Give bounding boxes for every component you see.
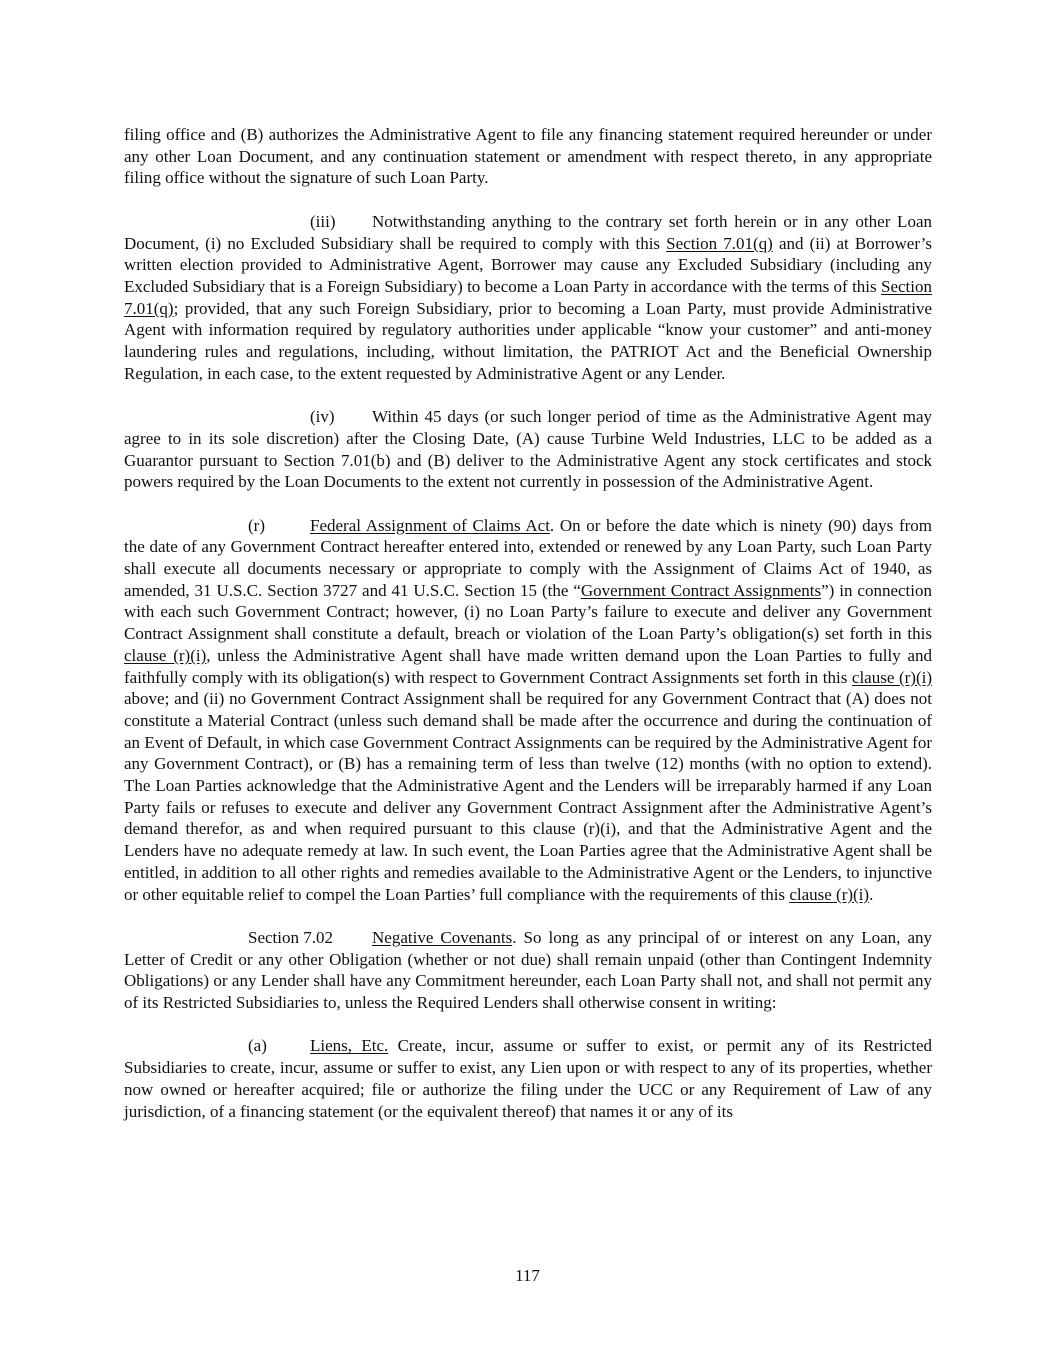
- paragraph-text: . So long as any principal of or interest on any Loan, any Letter of Credit or any other Obligation (whether or not due) shall remain unpaid (other than Contingent Indemnity Obligations) or any Lender shall have any Commitment hereunder, each Loan Party shall not, and shall not permit any of its Restricted Subsidiaries to, unless the Required Lenders shall otherwise consent in writing:: [124, 927, 932, 1013]
- section-heading: Federal Assignment of Claims Act: [310, 515, 550, 535]
- paragraph-section-7-02: [124, 927, 932, 1014]
- paragraph-text: . On or before the date which is ninety (90) days from the date of any Government Contract hereafter entered into, extended or renewed by any Loan Party, such Loan Party shall execute all documents necessary or appropriate to comply with the Assignment of Claims Act of 1940, as amended, 31 U.S.C. Section 3727 and 41 U.S.C. Section 15 (the “: [124, 515, 932, 600]
- paragraph-text: above; and (ii) no Government Contract Assignment shall be required for any Government Contract that (A) does not constitute a Material Contract (unless such demand shall be made after the occurrence and during the continuation of an Event of Default, in which case Government Contract Assignments can be required by the Administrative Agent for any Government Contract), or (B) has a remaining term of less than twelve (12) months (with no option to extend). The Loan Parties acknowledge that the Administrative Agent and the Lenders will be irreparably harmed if any Loan Party fails or refuses to execute and deliver any Government Contract Assignment after the Administrative Agent’s demand therefor, as and when required pursuant to this clause (r)(i), and that the Administrative Agent and the Lenders have no adequate remedy at law. In such event, the Loan Parties agree that the Administrative Agent shall be entitled, in addition to all other rights and remedies available to the Administrative Agent or the Lenders, to injunctive or other equitable relief to compel the Loan Parties’ full compliance with the requirements of this: [124, 689, 932, 904]
- clause-reference: clause (r)(i): [851, 667, 932, 687]
- paragraph-text: Notwithstanding anything to the contrary set forth herein or in any other Loan Document, (i) no Excluded Subsidiary shall be required to comply with this: [124, 211, 932, 253]
- clause-marker-iv: (iv): [310, 407, 335, 427]
- clause-marker-iii: (iii): [310, 211, 336, 231]
- paragraph-iii: [124, 211, 932, 385]
- clause-marker-a: (a): [248, 1036, 267, 1056]
- paragraph-text: , unless the Administrative Agent shall have made written demand upon the Loan Parties to fully and faithfully comply with its obligation(s) with respect to Government Contract Assignments set forth in this: [124, 645, 932, 687]
- section-heading: Liens, Etc.: [310, 1036, 389, 1056]
- section-number: Section 7.02: [248, 927, 333, 947]
- paragraph-text: .: [869, 884, 874, 904]
- paragraph-text: and (ii) at Borrower’s written election provided to Administrative Agent, Borrower may cause any Excluded Subsidiary (including any Excluded Subsidiary that is a Foreign Subsidiary) to become a Loan Party in accordance with the terms of this: [124, 233, 932, 296]
- paragraph-a: [124, 1035, 932, 1122]
- clause-marker-r: (r): [248, 515, 265, 535]
- page-number: 117: [515, 1266, 540, 1285]
- paragraph-text: Create, incur, assume or suffer to exist, or permit any of its Restricted Subsidiaries to create, incur, assume or suffer to exist, any Lien upon or with respect to any of its properties, whether now owned or hereafter acquired; file or authorize the filing under the UCC or any Requirement of Law of any jurisdiction, of a financing statement (or the equivalent thereof) that names it or any of its: [124, 1036, 933, 1121]
- paragraph-text: ”) in connection with each such Government Contract; however, (i) no Loan Party’s failure to execute and deliver any Government Contract Assignment shall constitute a default, breach or violation of the Loan Party’s obligation(s) set forth in this: [124, 580, 932, 644]
- section-reference: Section 7.01(q): [124, 276, 932, 318]
- paragraph-r: [124, 515, 932, 906]
- document-page: [124, 124, 932, 1144]
- paragraph-text: filing office and (B) authorizes the Administrative Agent to file any financing statement required hereunder or under any other Loan Document, and any continuation statement or amendment with respect thereto, in any appropriate filing office without the signature of such Loan Party.: [124, 125, 932, 188]
- clause-reference: clause (r)(i): [789, 884, 870, 904]
- paragraph-text: Within 45 days (or such longer period of time as the Administrative Agent may agree to in its sole discretion) after the Closing Date, (A) cause Turbine Weld Industries, LLC to be added as a Guarantor pursuant to Section 7.01(b) and (B) deliver to the Administrative Agent any stock certificates and stock powers required by the Loan Documents to the extent not currently in possession of the Administrative Agent.: [124, 407, 932, 492]
- paragraph-continuation: [124, 124, 932, 189]
- paragraph-iv: [124, 406, 932, 493]
- section-reference: Section 7.01(q): [666, 233, 773, 253]
- section-heading: Negative Covenants: [372, 927, 513, 947]
- clause-reference: clause (r)(i): [124, 645, 207, 665]
- defined-term: Government Contract Assignments: [580, 580, 822, 600]
- paragraph-text: ; provided, that any such Foreign Subsidiary, prior to becoming a Loan Party, must provide Administrative Agent with information required by regulatory authorities under applicable “know your customer” and anti-money laundering rules and regulations, including, without limitation, the PATRIOT Act and the Beneficial Ownership Regulation, in each case, to the extent requested by Administrative Agent or any Lender.: [124, 298, 932, 383]
